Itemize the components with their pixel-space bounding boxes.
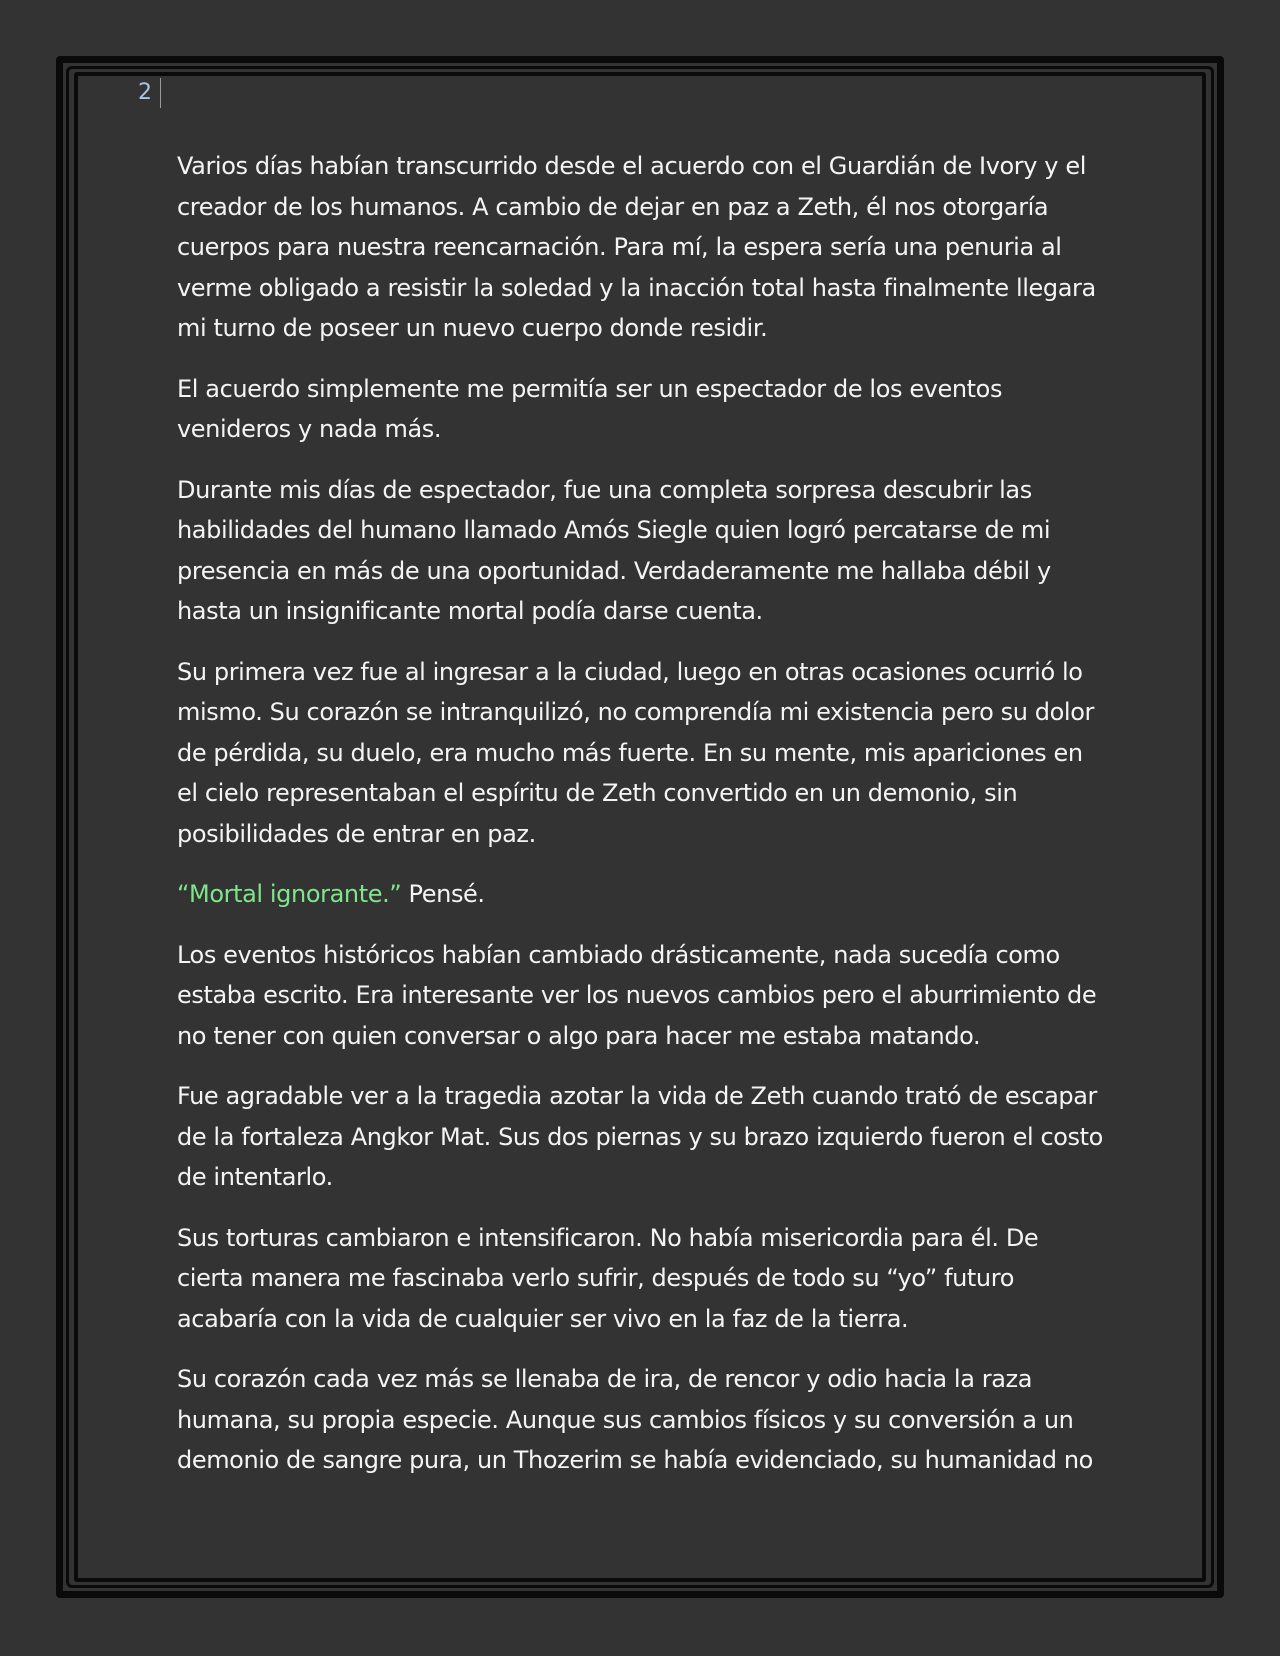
thought-quote: “Mortal ignorante.” [177,880,402,908]
page-number: 2 [138,78,161,108]
paragraph: Su primera vez fue al ingresar a la ciudad, luego en otras ocasiones ocurrió lo mismo. Su corazón se intranquilizó, no comprendía mi existencia pero su dolor de pérdida, su duelo, era mucho más fuerte. En su mente, mis apariciones en el cielo representaban el espíritu de Zeth convertido en un demonio, sin posibilidades de entrar en paz. [177,657,1094,848]
quote-paragraph [177,874,1107,915]
quote-attribution: Pensé. [401,880,485,908]
paragraph: Durante mis días de espectador, fue una completa sorpresa descubrir las habilidades del humano llamado Amós Siegle quien logró percatarse de mi presencia en más de una oportunidad. Verdaderamente me hallaba débil y hasta un insignificante mortal podía darse cuenta. [177,475,1051,625]
paragraph: Los eventos históricos habían cambiado drásticamente, nada sucedía como estaba escrito. Era interesante ver los nuevos cambios pero el aburrimiento de no tener con quien conversar o algo para hacer me estaba matando. [177,940,1097,1050]
paragraph: Fue agradable ver a la tragedia azotar la vida de Zeth cuando trató de escapar de la fortaleza Angkor Mat. Sus dos piernas y su brazo izquierdo fueron el costo de intentarlo. [177,1082,1103,1191]
paragraph: Varios días habían transcurrido desde el acuerdo con el Guardián de Ivory y el creador de los humanos. A cambio de dejar en paz a Zeth, él nos otorgaría cuerpos para nuestra reencarnación. Para mí, la espera sería una penuria al verme obligado a resistir la soledad y la inacción total hasta finalmente llegara mi turno de poseer un nuevo cuerpo donde residir. [177,152,1096,342]
paragraph: Su corazón cada vez más se llenaba de ira, de rencor y odio hacia la raza humana, su propia especie. Aunque sus cambios físicos y su conversión a un demonio de sangre pura, un Thozerim se había evidenciado, su humanidad no [177,1365,1093,1474]
body-text [177,146,1107,1501]
paragraph: Sus torturas cambiaron e intensificaron. No había misericordia para él. De cierta manera me fascinaba verlo sufrir, después de todo su “yo” futuro acabaría con la vida de cualquier ser vivo en la faz de la tierra. [177,1223,1039,1333]
paragraph: El acuerdo simplemente me permitía ser un espectador de los eventos venideros y nada más. [177,374,1003,443]
